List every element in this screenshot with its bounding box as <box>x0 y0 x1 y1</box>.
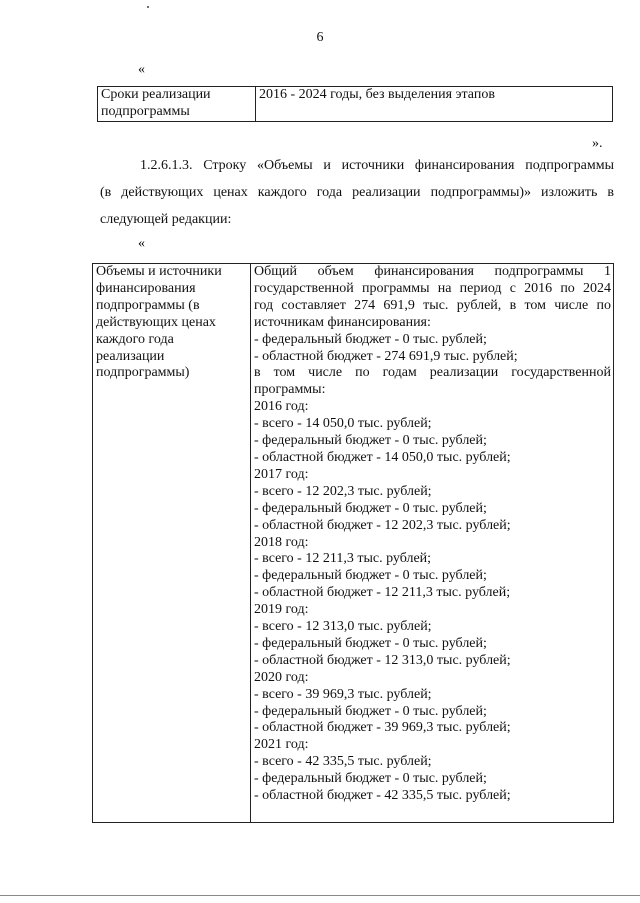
funding-label-line: Объемы и источники <box>96 264 222 279</box>
table-row <box>93 264 614 823</box>
term-label-cell <box>98 87 256 122</box>
funding-line: - федеральный бюджет - 0 тыс. рублей; <box>254 500 487 516</box>
funding-line: программы: <box>254 382 326 398</box>
funding-line: - всего - 42 335,5 тыс. рублей; <box>254 754 432 770</box>
opening-quote-2: « <box>138 236 145 251</box>
funding-line: - всего - 12 202,3 тыс. рублей; <box>254 483 432 499</box>
funding-label-line: подпрограммы (в <box>96 297 200 313</box>
amendment-paragraph <box>100 152 614 233</box>
funding-line: 2018 год: <box>254 534 309 550</box>
term-label-line: Сроки реализации <box>101 87 211 102</box>
funding-line: - областной бюджет - 12 313,0 тыс. рублей; <box>254 652 511 668</box>
opening-quote-1: « <box>138 62 145 77</box>
funding-line: 2017 год: <box>254 466 309 482</box>
funding-line: государственной программы на период с 2016 по 2024 <box>254 280 611 296</box>
closing-quote: ». <box>592 136 603 151</box>
funding-line: 2016 год: <box>254 399 309 415</box>
funding-by-year <box>254 382 611 805</box>
term-table <box>97 86 613 122</box>
funding-line: - федеральный бюджет - 0 тыс. рублей; <box>254 433 487 449</box>
funding-line: в том числе по годам реализации государственной <box>254 365 611 381</box>
scan-speck <box>147 6 149 8</box>
funding-line: год составляет 274 691,9 тыс. рублей, в том числе по <box>254 297 611 313</box>
funding-line: - областной бюджет - 42 335,5 тыс. рублей; <box>254 788 511 804</box>
funding-label-line: реализации <box>96 348 165 364</box>
funding-line: - федеральный бюджет - 0 тыс. рублей; <box>254 568 487 584</box>
funding-line: - федеральный бюджет - 0 тыс. рублей; <box>254 703 487 719</box>
funding-line: - всего - 14 050,0 тыс. рублей; <box>254 416 432 432</box>
funding-line: Общий объем финансирования подпрограммы 1 <box>254 264 611 279</box>
funding-line: - всего - 12 211,3 тыс. рублей; <box>254 551 432 567</box>
paragraph-line: следующей редакции: <box>100 212 232 227</box>
funding-line: 2019 год: <box>254 602 309 618</box>
funding-line: - федеральный бюджет - 0 тыс. рублей; <box>254 635 487 651</box>
page-bottom-edge <box>0 895 640 896</box>
paragraph-line: 1.2.6.1.3. Строку «Объемы и источники финансирования подпрограммы <box>140 158 614 173</box>
term-label-line: подпрограммы <box>101 103 190 119</box>
page-number: 6 <box>316 30 324 45</box>
funding-label-line: финансирования <box>96 280 196 296</box>
funding-line: источникам финансирования: <box>254 314 431 330</box>
funding-line: - федеральный бюджет - 0 тыс. рублей; <box>254 771 487 787</box>
funding-line: - областной бюджет - 39 969,3 тыс. рублей; <box>254 720 511 736</box>
funding-value-cell <box>251 264 614 823</box>
paragraph-line: (в действующих ценах каждого года реализации подпрограммы)» изложить в <box>100 185 614 200</box>
funding-label-line: действующих ценах <box>96 314 216 330</box>
funding-label-line: подпрограммы) <box>96 365 190 381</box>
term-value-cell <box>256 87 613 122</box>
funding-sources <box>254 315 611 366</box>
funding-line: - областной бюджет - 12 202,3 тыс. рублей; <box>254 517 511 533</box>
funding-line: - всего - 39 969,3 тыс. рублей; <box>254 686 432 702</box>
funding-line: - областной бюджет - 12 211,3 тыс. рублей; <box>254 585 511 601</box>
funding-label-cell <box>93 264 251 823</box>
funding-line: - федеральный бюджет - 0 тыс. рублей; <box>254 331 487 347</box>
funding-line: - областной бюджет - 14 050,0 тыс. рублей; <box>254 449 511 465</box>
funding-line: - всего - 12 313,0 тыс. рублей; <box>254 619 432 635</box>
funding-table <box>92 263 614 823</box>
term-value: 2016 - 2024 годы, без выделения этапов <box>259 87 495 102</box>
table-row <box>98 87 613 122</box>
funding-line: - областной бюджет - 274 691,9 тыс. рублей; <box>254 348 518 364</box>
funding-line: 2020 год: <box>254 669 309 685</box>
funding-label-line: каждого года <box>96 331 174 347</box>
funding-line: 2021 год: <box>254 737 309 753</box>
